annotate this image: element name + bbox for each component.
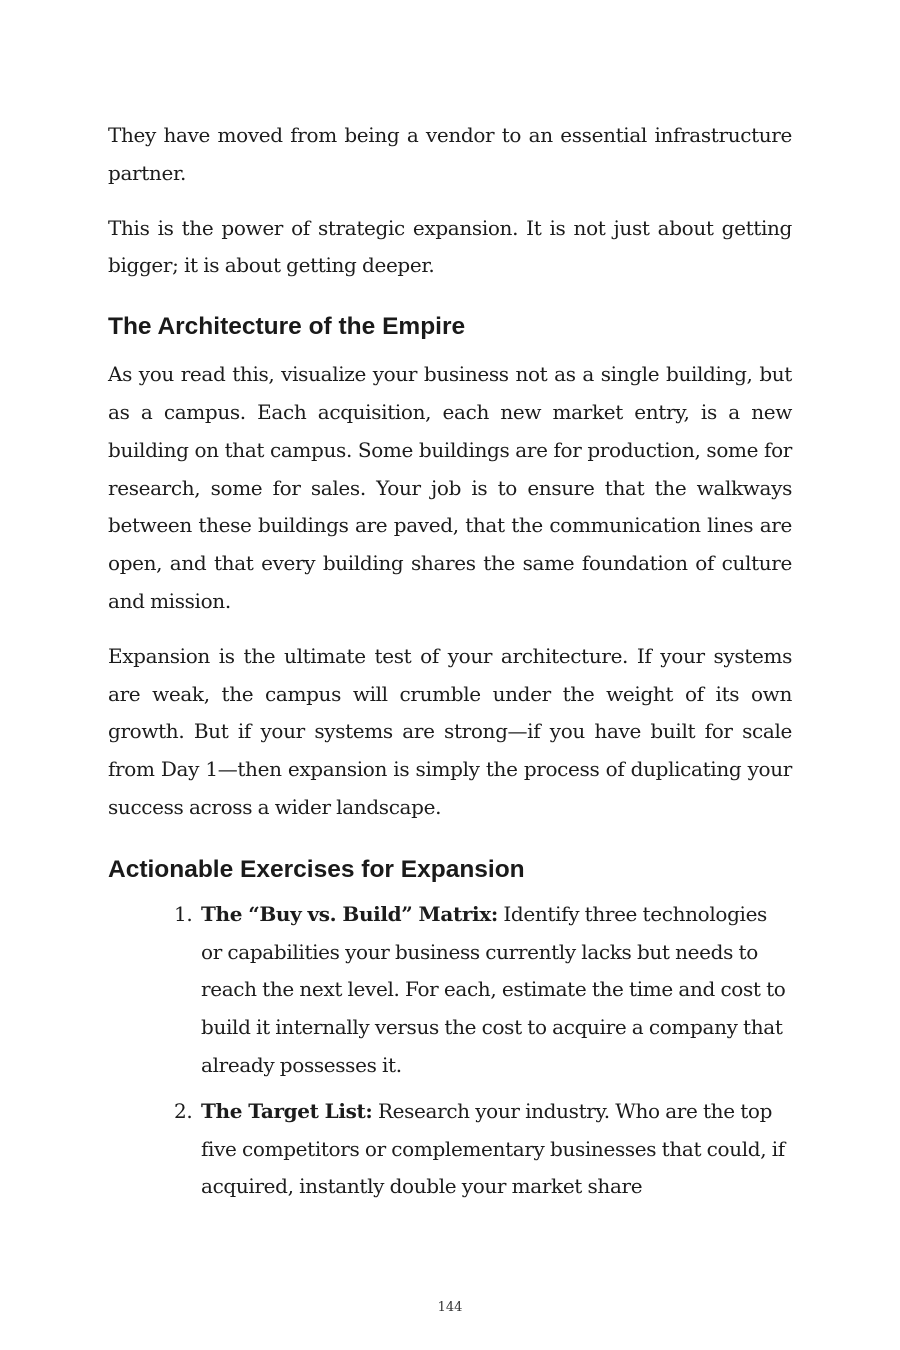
body-paragraph: Expansion is the ultimate test of your architecture. If your systems are weak, the campus will crumble under the weight of its own growth. But if your systems are strong—if you have built for scale from Day 1—then expansion is simply the process of duplicating your success across a wider landscape. [108, 643, 792, 819]
section-heading: The Architecture of the Empire [108, 313, 466, 341]
list-item [174, 1093, 792, 1206]
exercise-list [108, 896, 792, 1206]
list-item [174, 896, 792, 1085]
page-content [108, 117, 792, 1214]
list-item-text: Research your industry. Who are the top five competitors or complementary businesses that could, if acquired, instantly double your market share [201, 1098, 785, 1199]
section-heading: Actionable Exercises for Expansion [108, 855, 525, 883]
body-paragraph: This is the power of strategic expansion. It is not just about getting bigger; it is about getting deeper. [108, 215, 792, 278]
list-item-text: Identify three technologies or capabilities your business currently lacks but needs to reach the next level. For each, estimate the time and cost to build it internally versus the cost to acquire a company that already possesses it. [201, 901, 786, 1077]
list-item-number: 2. [174, 1098, 193, 1123]
page-number: 144 [437, 1300, 463, 1315]
list-item-title: The Target List: [201, 1098, 373, 1123]
list-item-number: 1. [174, 901, 193, 926]
list-item-title: The “Buy vs. Build” Matrix: [201, 901, 498, 926]
body-paragraph: They have moved from being a vendor to an essential infrastructure partner. [108, 123, 792, 185]
body-paragraph: As you read this, visualize your business not as a single building, but as a campus. Each acquisition, each new market entry, is a new building on that campus. Some buildings are for production, some for research, some for sales. Your job is to ensure that the walkways between these buildings are paved, that the communication lines are open, and that every building shares the same foundation of culture and mission. [108, 362, 792, 613]
